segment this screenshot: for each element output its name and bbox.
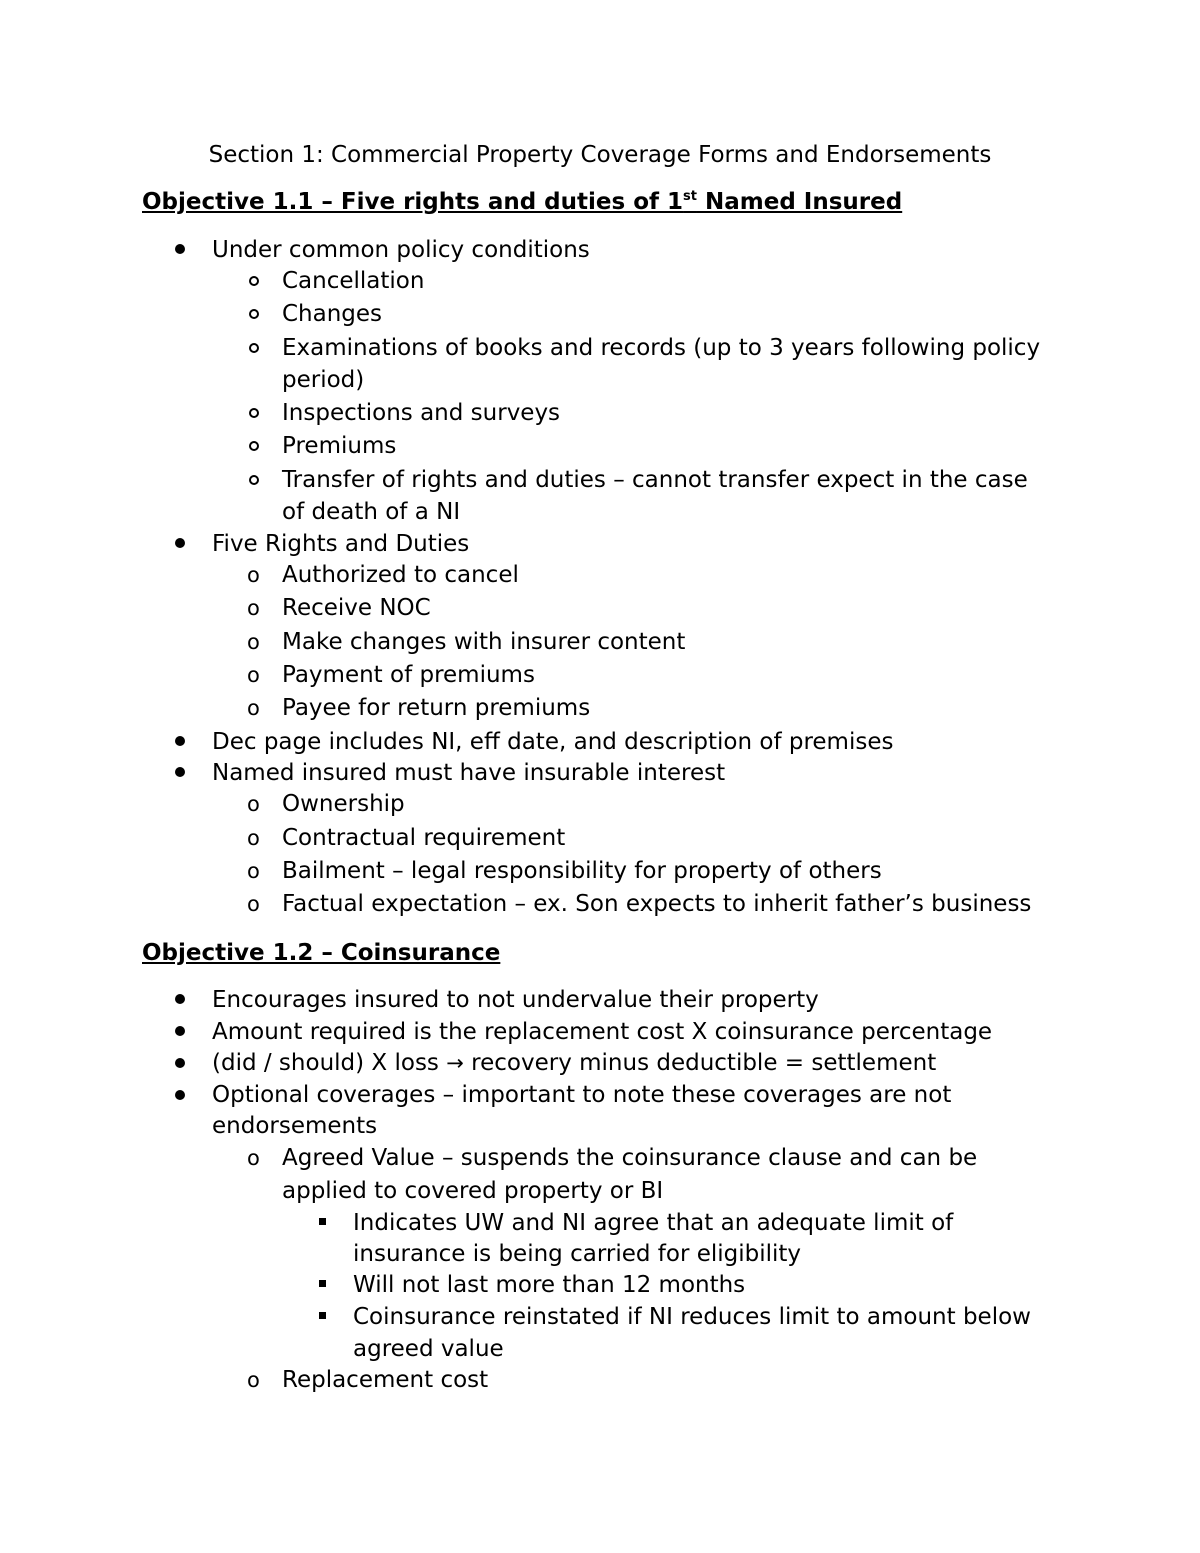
list-item-continuation: agreed value [353, 1336, 504, 1362]
bullet-hollow: o [247, 1368, 260, 1392]
bullet-dot [175, 244, 185, 254]
list-item: Premiums [282, 433, 397, 459]
arrow-right-icon: → [446, 1051, 464, 1075]
list-item: Will not last more than 12 months [353, 1272, 746, 1298]
bullet-ring [249, 276, 259, 286]
bullet-hollow: o [247, 1146, 260, 1170]
list-item: Payment of premiums [282, 662, 535, 688]
list-item: Factual expectation – ex. Son expects to inherit father’s business [282, 891, 1032, 917]
bullet-square [319, 1280, 326, 1287]
list-item: Contractual requirement [282, 825, 566, 851]
list-item [212, 1047, 936, 1079]
bullet-hollow: o [247, 696, 260, 720]
list-item-continuation: endorsements [212, 1113, 378, 1139]
list-item: Cancellation [282, 268, 425, 294]
list-item: Optional coverages – important to note these coverages are not [212, 1082, 952, 1108]
list-item-continuation: insurance is being carried for eligibility [353, 1241, 802, 1267]
bullet-hollow: o [247, 859, 260, 883]
list-item: Ownership [282, 791, 405, 817]
bullet-dot [175, 767, 185, 777]
list-item-continuation: of death of a NI [282, 499, 461, 525]
bullet-ring [249, 343, 259, 353]
objective-1-1-heading-prefix: Objective 1.1 – Five rights and duties of 1 [142, 189, 684, 215]
bullet-ring [249, 441, 259, 451]
bullet-dot [175, 538, 185, 548]
list-item: Bailment – legal responsibility for property of others [282, 858, 882, 884]
settlement-formula-part-b: recovery minus deductible = settlement [463, 1050, 937, 1076]
objective-1-1-heading [142, 186, 902, 218]
settlement-formula-part-a: (did / should) X loss [212, 1050, 447, 1076]
bullet-dot [175, 1026, 185, 1036]
objective-1-1-heading-sup: st [683, 189, 697, 204]
list-item: Under common policy conditions [212, 237, 590, 263]
list-item: Inspections and surveys [282, 400, 561, 426]
list-item: Dec page includes NI, eff date, and description of premises [212, 729, 894, 755]
bullet-square [319, 1312, 326, 1319]
list-item: Coinsurance reinstated if NI reduces limit to amount below [353, 1304, 1031, 1330]
list-item-continuation: period) [282, 367, 365, 393]
bullet-dot [175, 736, 185, 746]
bullet-hollow: o [247, 563, 260, 587]
bullet-hollow: o [247, 630, 260, 654]
bullet-hollow: o [247, 826, 260, 850]
list-item: Agreed Value – suspends the coinsurance clause and can be [282, 1145, 978, 1171]
list-item: Replacement cost [282, 1367, 489, 1393]
list-item: Amount required is the replacement cost X coinsurance percentage [212, 1019, 993, 1045]
bullet-dot [175, 1090, 185, 1100]
page-title: Section 1: Commercial Property Coverage Forms and Endorsements [208, 142, 992, 168]
list-item: Encourages insured to not undervalue their property [212, 987, 819, 1013]
bullet-hollow: o [247, 663, 260, 687]
list-item: Transfer of rights and duties – cannot transfer expect in the case [282, 467, 1028, 493]
list-item: Changes [282, 301, 383, 327]
bullet-square [319, 1218, 326, 1225]
bullet-hollow: o [247, 792, 260, 816]
list-item: Named insured must have insurable interest [212, 760, 726, 786]
bullet-ring [249, 408, 259, 418]
list-item-continuation: applied to covered property or BI [282, 1178, 664, 1204]
bullet-ring [249, 309, 259, 319]
list-item: Payee for return premiums [282, 695, 591, 721]
list-item: Examinations of books and records (up to 3 years following policy [282, 335, 1041, 361]
objective-1-1-heading-suffix: Named Insured [696, 189, 903, 215]
bullet-ring [249, 475, 259, 485]
list-item: Indicates UW and NI agree that an adequate limit of [353, 1210, 954, 1236]
bullet-dot [175, 1058, 185, 1068]
bullet-hollow: o [247, 596, 260, 620]
objective-1-2-heading: Objective 1.2 – Coinsurance [142, 940, 501, 966]
list-item: Receive NOC [282, 595, 431, 621]
bullet-hollow: o [247, 892, 260, 916]
list-item: Make changes with insurer content [282, 629, 686, 655]
list-item: Authorized to cancel [282, 562, 519, 588]
list-item: Five Rights and Duties [212, 531, 470, 557]
bullet-dot [175, 994, 185, 1004]
